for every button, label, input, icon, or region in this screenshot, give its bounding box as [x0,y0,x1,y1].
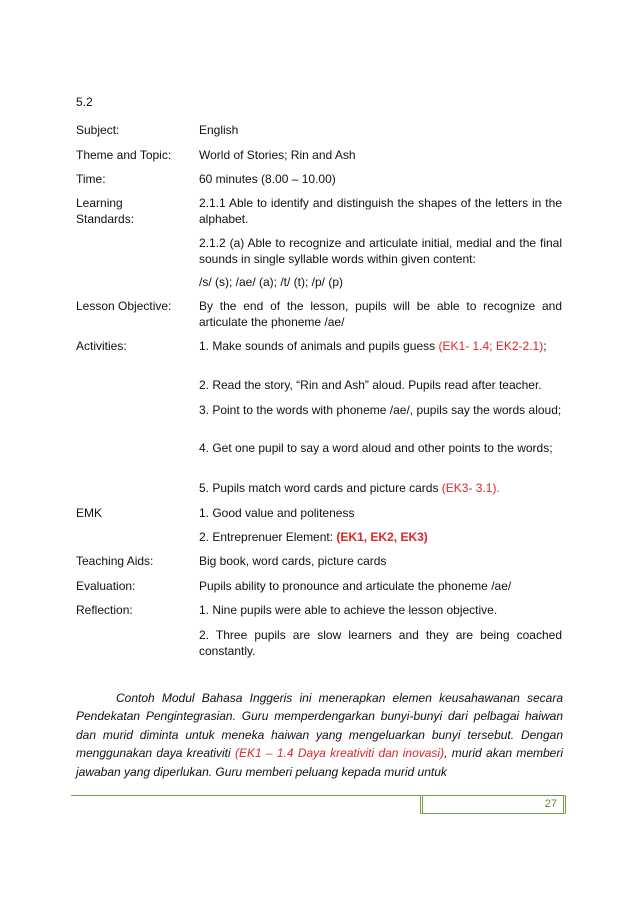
activity-5-text: 5. Pupils match word cards and picture cards [199,481,442,495]
paragraph-highlight: (EK1 – 1.4 Daya kreativiti dan inovasi) [234,746,445,761]
time-label: Time: [76,172,106,186]
footer-rule [71,795,420,796]
paragraph-part2: , murid akan memberi jawaban yang diperlukan. Guru memberi peluang kepada murid untuk [76,746,564,779]
subject-label: Subject: [76,123,120,137]
emk-value-2-text: 2. Entreprenuer Element: [199,530,337,544]
commentary-paragraph [76,689,563,781]
reflection-1: 1. Nine pupils were able to achieve the lesson objective. [199,603,498,617]
section-number: 5.2 [76,95,93,109]
time-value: 60 minutes (8.00 – 10.00) [199,172,336,186]
aids-value: Big book, word cards, picture cards [199,554,387,568]
learning-standard-3: /s/ (s); /ae/ (a); /t/ (t); /p/ (p) [199,275,344,289]
emk-value-2 [199,529,562,545]
learning-label-line1: Learning [76,196,123,210]
subject-value: English [199,123,239,137]
learning-standard-2: 2.1.2 (a) Able to recognize and articulate initial, medial and the final sounds in single syllable words within given content: [199,236,562,266]
activity-1-code: (EK1- 1.4; EK2-2.1) [438,339,544,353]
page-number: 27 [544,798,557,810]
activity-5 [199,480,562,496]
objective-value: By the end of the lesson, pupils will be able to recognize and articulate the phoneme /ae/ [199,299,562,329]
activity-5-code: (EK3- 3.1). [441,481,500,495]
learning-standards-label [76,195,194,227]
theme-label: Theme and Topic: [76,148,172,162]
evaluation-value: Pupils ability to pronounce and articulate the phoneme /ae/ [199,579,512,593]
reflection-label: Reflection: [76,603,133,617]
theme-value: World of Stories; Rin and Ash [199,148,356,162]
activities-label: Activities: [76,339,127,353]
activity-1 [199,338,562,354]
learning-label-line2: Standards: [76,212,135,226]
activity-2: 2. Read the story, “Rin and Ash” aloud. Pupils read after teacher. [199,378,542,392]
paragraph-part1: Contoh Modul Bahasa Inggeris ini menerapkan elemen keusahawanan secara Pendekatan Pengintegrasian. Guru memperdengarkan bunyi-bunyi dari pelbagai haiwan dan murid diminta untuk meneka haiwan yang mengeluarkan bunyi tersebut. Dengan menggunakan daya kreativiti [76,691,563,761]
activity-1-end: ; [543,339,547,353]
emk-label: EMK [76,506,103,520]
aids-label: Teaching Aids: [76,554,154,568]
reflection-2: 2. Three pupils are slow learners and they are being coached constantly. [199,628,562,658]
activity-4: 4. Get one pupil to say a word aloud and other points to the words; [199,441,553,455]
evaluation-label: Evaluation: [76,579,136,593]
learning-standard-1: 2.1.1 Able to identify and distinguish the shapes of the letters in the alphabet. [199,196,562,226]
page-number-box [420,795,566,814]
objective-label: Lesson Objective: [76,299,172,313]
activity-3: 3. Point to the words with phoneme /ae/, pupils say the words aloud; [199,403,562,417]
activity-1-text: 1. Make sounds of animals and pupils guess [199,339,439,353]
emk-value-2-code: (EK1, EK2, EK3) [336,530,428,544]
emk-value-1: 1. Good value and politeness [199,506,355,520]
